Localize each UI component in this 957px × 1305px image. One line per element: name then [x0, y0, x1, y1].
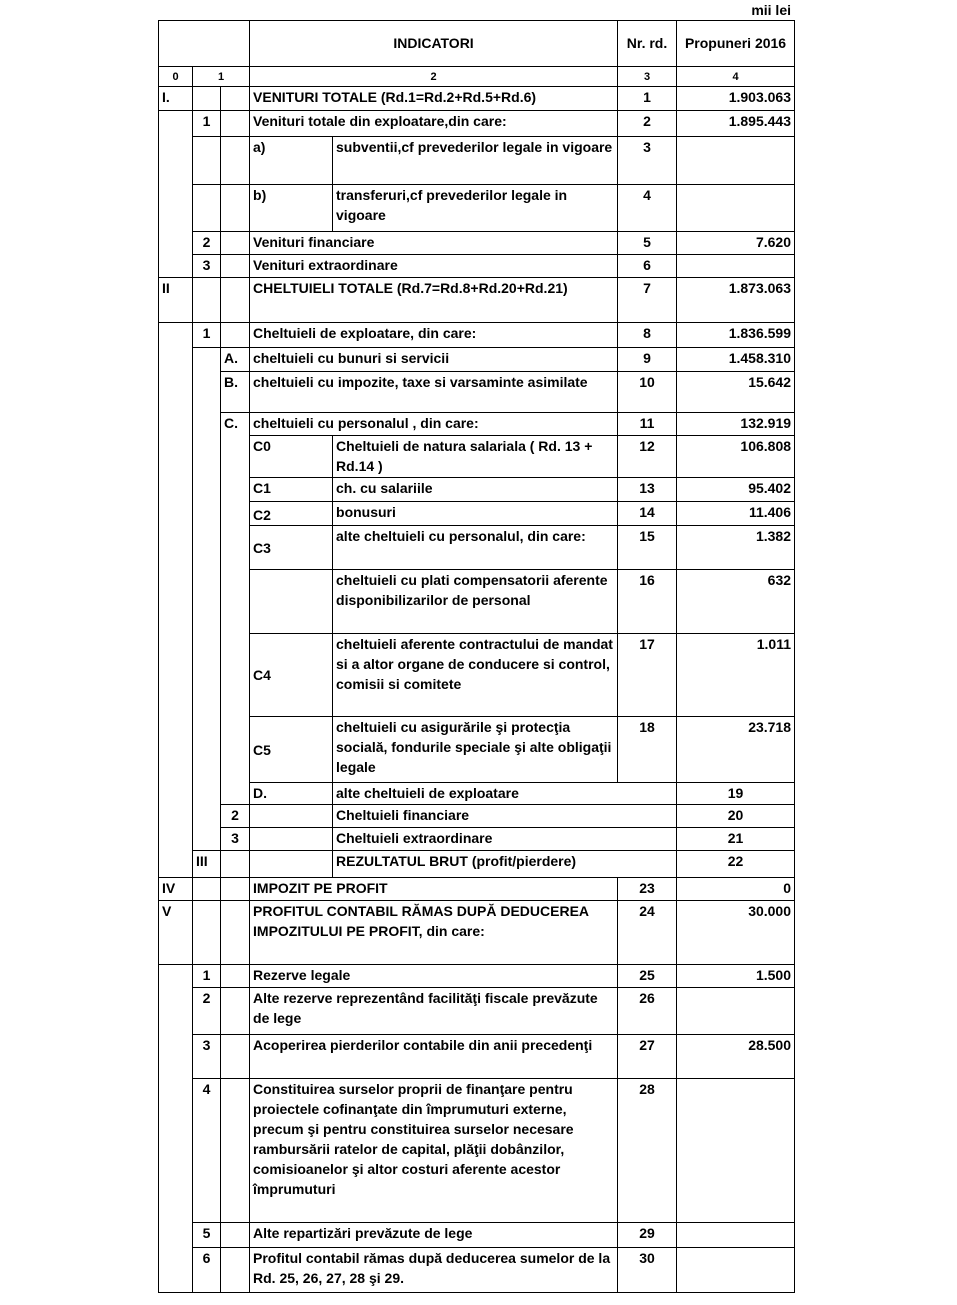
item-number	[193, 185, 221, 232]
row-value: 30.000	[677, 901, 795, 965]
index-row	[159, 67, 795, 87]
indicatori-header: INDICATORI	[250, 21, 618, 67]
row-label: Profitul contabil rămas după deducerea sumelor de la Rd. 25, 26, 27, 28 şi 29.	[250, 1248, 618, 1293]
table-row	[159, 783, 795, 805]
sub-item-code: C3	[250, 526, 333, 570]
index-cell: 1	[193, 67, 250, 87]
row-label: ch. cu salariile	[333, 478, 618, 502]
item-number	[193, 137, 221, 185]
item-number	[193, 878, 221, 901]
row-label: Cheltuieli de exploatare, din care:	[250, 323, 618, 348]
table-row	[159, 828, 795, 851]
row-value: 1.873.063	[677, 278, 795, 323]
row-label: Cheltuieli de natura salariala ( Rd. 13 + Rd.14 )	[333, 436, 618, 478]
sub-item-code: C4	[250, 634, 333, 717]
section-number: II	[159, 278, 193, 323]
sub-item-code: C1	[250, 478, 333, 502]
row-value: 1.382	[677, 526, 795, 570]
row-number: 11	[618, 413, 677, 436]
row-value: 632	[677, 570, 795, 634]
item-number	[193, 87, 221, 111]
sub-item-code: C2	[250, 502, 333, 526]
row-value	[677, 1079, 795, 1223]
row-number: 27	[618, 1035, 677, 1079]
item-number: 5	[193, 1223, 221, 1248]
row-label: Venituri extraordinare	[250, 255, 618, 278]
item-number: 1	[193, 111, 221, 137]
row-value: 1.011	[677, 634, 795, 717]
row-number: 12	[618, 436, 677, 478]
sub-item-letter: B.	[221, 372, 250, 413]
row-value: 1.836.599	[677, 323, 795, 348]
table-row	[159, 901, 795, 965]
row-label: transferuri,cf prevederilor legale in vigoare	[333, 185, 618, 232]
row-number: 6	[618, 255, 677, 278]
table-row	[159, 137, 795, 185]
row-value	[677, 255, 795, 278]
index-cell: 3	[618, 67, 677, 87]
row-number: 19	[677, 783, 795, 805]
table-row	[159, 1248, 795, 1293]
row-label: cheltuieli cu bunuri si servicii	[250, 348, 618, 372]
row-value: 7.620	[677, 232, 795, 255]
item-number: 2	[193, 232, 221, 255]
section-number: IV	[159, 878, 193, 901]
item-number: 3	[221, 828, 250, 851]
row-label: CHELTUIELI TOTALE (Rd.7=Rd.8+Rd.20+Rd.21)	[250, 278, 618, 323]
sub-item-letter: A.	[221, 348, 250, 372]
sub-item-letter: C.	[221, 413, 250, 805]
section-number	[159, 323, 193, 878]
row-number: 17	[618, 634, 677, 717]
table-row	[159, 478, 795, 502]
row-number: 13	[618, 478, 677, 502]
section-number	[159, 965, 193, 1293]
table-row	[159, 348, 795, 372]
row-value: 106.808	[677, 436, 795, 478]
row-number: 16	[618, 570, 677, 634]
row-value: 11.406	[677, 502, 795, 526]
sub-item-code: C5	[250, 717, 333, 783]
table-row	[159, 502, 795, 526]
row-label: Rezerve legale	[250, 965, 618, 988]
header-row	[159, 21, 795, 67]
table-row	[159, 570, 795, 634]
row-label: Venituri totale din exploatare,din care:	[250, 111, 618, 137]
table-row	[159, 323, 795, 348]
row-label: Constituirea surselor proprii de finanţare pentru proiectele cofinanţate din împrumuturi externe, precum şi pentru constituirea surselor necesare rambursării ratelor de capital, plăţii dobânzilor, comisioanelor şi altor costuri aferente acestor împrumuturi	[250, 1079, 618, 1223]
row-number: 15	[618, 526, 677, 570]
section-number: V	[159, 901, 193, 965]
row-label: alte cheltuieli de exploatare	[333, 783, 677, 805]
row-number: 14	[618, 502, 677, 526]
row-label: Cheltuieli financiare	[333, 805, 677, 828]
row-number: 22	[677, 851, 795, 878]
sub-item-code: C0	[250, 436, 333, 478]
row-label: cheltuieli aferente contractului de mandat si a altor organe de conducere si control, comisii si comitete	[333, 634, 618, 717]
row-label: IMPOZIT PE PROFIT	[250, 878, 618, 901]
row-number: 20	[677, 805, 795, 828]
row-value	[677, 185, 795, 232]
item-number: 3	[193, 255, 221, 278]
index-cell: 4	[677, 67, 795, 87]
sub-item-letter: b)	[250, 185, 333, 232]
row-value: 28.500	[677, 1035, 795, 1079]
row-number: 7	[618, 278, 677, 323]
table-row	[159, 87, 795, 111]
section-number	[159, 111, 193, 278]
item-number	[193, 348, 221, 851]
row-label: alte cheltuieli cu personalul, din care:	[333, 526, 618, 570]
row-label: Acoperirea pierderilor contabile din anii precedenţi	[250, 1035, 618, 1079]
row-value: 15.642	[677, 372, 795, 413]
row-value: 1.895.443	[677, 111, 795, 137]
row-label: bonusuri	[333, 502, 618, 526]
row-number: 26	[618, 988, 677, 1035]
item-number: 6	[193, 1248, 221, 1293]
table-row	[159, 232, 795, 255]
table-row	[159, 965, 795, 988]
row-number: 29	[618, 1223, 677, 1248]
table-row	[159, 372, 795, 413]
section-number: III	[193, 851, 221, 878]
row-value: 23.718	[677, 717, 795, 783]
row-number: 9	[618, 348, 677, 372]
table-row	[159, 717, 795, 783]
row-label: Alte repartizări prevăzute de lege	[250, 1223, 618, 1248]
row-value: 1.903.063	[677, 87, 795, 111]
table-row	[159, 185, 795, 232]
row-number: 23	[618, 878, 677, 901]
item-number	[221, 851, 250, 878]
budget-table	[158, 20, 795, 1293]
row-value: 0	[677, 878, 795, 901]
row-number: 28	[618, 1079, 677, 1223]
table-row	[159, 1223, 795, 1248]
row-value	[677, 137, 795, 185]
row-number: 25	[618, 965, 677, 988]
table-row	[159, 851, 795, 878]
row-label: cheltuieli cu personalul , din care:	[250, 413, 618, 436]
row-number: 8	[618, 323, 677, 348]
row-label: Alte rezerve reprezentând facilităţi fiscale prevăzute de lege	[250, 988, 618, 1035]
row-number: 2	[618, 111, 677, 137]
sub-item-letter: a)	[250, 137, 333, 185]
item-number: 1	[193, 323, 221, 348]
table-row	[159, 634, 795, 717]
row-value: 1.458.310	[677, 348, 795, 372]
index-cell: 2	[250, 67, 618, 87]
table-row	[159, 436, 795, 478]
row-value: 132.919	[677, 413, 795, 436]
sub-item-letter: D.	[250, 783, 333, 805]
item-number: 3	[193, 1035, 221, 1079]
table-row	[159, 1035, 795, 1079]
table-row	[159, 413, 795, 436]
table-row	[159, 278, 795, 323]
item-number: 2	[221, 805, 250, 828]
row-number: 1	[618, 87, 677, 111]
table-row	[159, 526, 795, 570]
table-row	[159, 805, 795, 828]
table-row	[159, 1079, 795, 1223]
table-row	[159, 255, 795, 278]
row-number: 21	[677, 828, 795, 851]
item-number: 2	[193, 988, 221, 1035]
row-label: VENITURI TOTALE (Rd.1=Rd.2+Rd.5+Rd.6)	[250, 87, 618, 111]
unit-label: mii lei	[751, 2, 791, 18]
item-number: 1	[193, 965, 221, 988]
row-label: Venituri financiare	[250, 232, 618, 255]
row-number: 4	[618, 185, 677, 232]
row-value: 1.500	[677, 965, 795, 988]
row-number: 18	[618, 717, 677, 783]
row-number: 3	[618, 137, 677, 185]
sub-item-code	[250, 570, 333, 634]
table-row	[159, 111, 795, 137]
row-number: 5	[618, 232, 677, 255]
row-label: cheltuieli cu plati compensatorii aferente disponibilizarilor de personal	[333, 570, 618, 634]
row-number: 10	[618, 372, 677, 413]
item-number: 4	[193, 1079, 221, 1223]
table-row	[159, 988, 795, 1035]
item-number	[193, 901, 221, 965]
row-value	[677, 1223, 795, 1248]
row-label: REZULTATUL BRUT (profit/pierdere)	[333, 851, 677, 878]
table-row	[159, 878, 795, 901]
row-value	[677, 1248, 795, 1293]
row-label: Cheltuieli extraordinare	[333, 828, 677, 851]
item-number	[193, 278, 221, 323]
row-label: cheltuieli cu impozite, taxe si varsaminte asimilate	[250, 372, 618, 413]
propuneri-header: Propuneri 2016	[677, 21, 795, 67]
row-label: subventii,cf prevederilor legale in vigoare	[333, 137, 618, 185]
nr-rd-header: Nr. rd.	[618, 21, 677, 67]
row-number: 24	[618, 901, 677, 965]
row-label: PROFITUL CONTABIL RĂMAS DUPĂ DEDUCEREA IMPOZITULUI PE PROFIT, din care:	[250, 901, 618, 965]
row-label: cheltuieli cu asigurările şi protecţia socială, fondurile speciale şi alte obligaţii legale	[333, 717, 618, 783]
row-value: 95.402	[677, 478, 795, 502]
row-value	[677, 988, 795, 1035]
section-number: I.	[159, 87, 193, 111]
row-number: 30	[618, 1248, 677, 1293]
index-cell: 0	[159, 67, 193, 87]
